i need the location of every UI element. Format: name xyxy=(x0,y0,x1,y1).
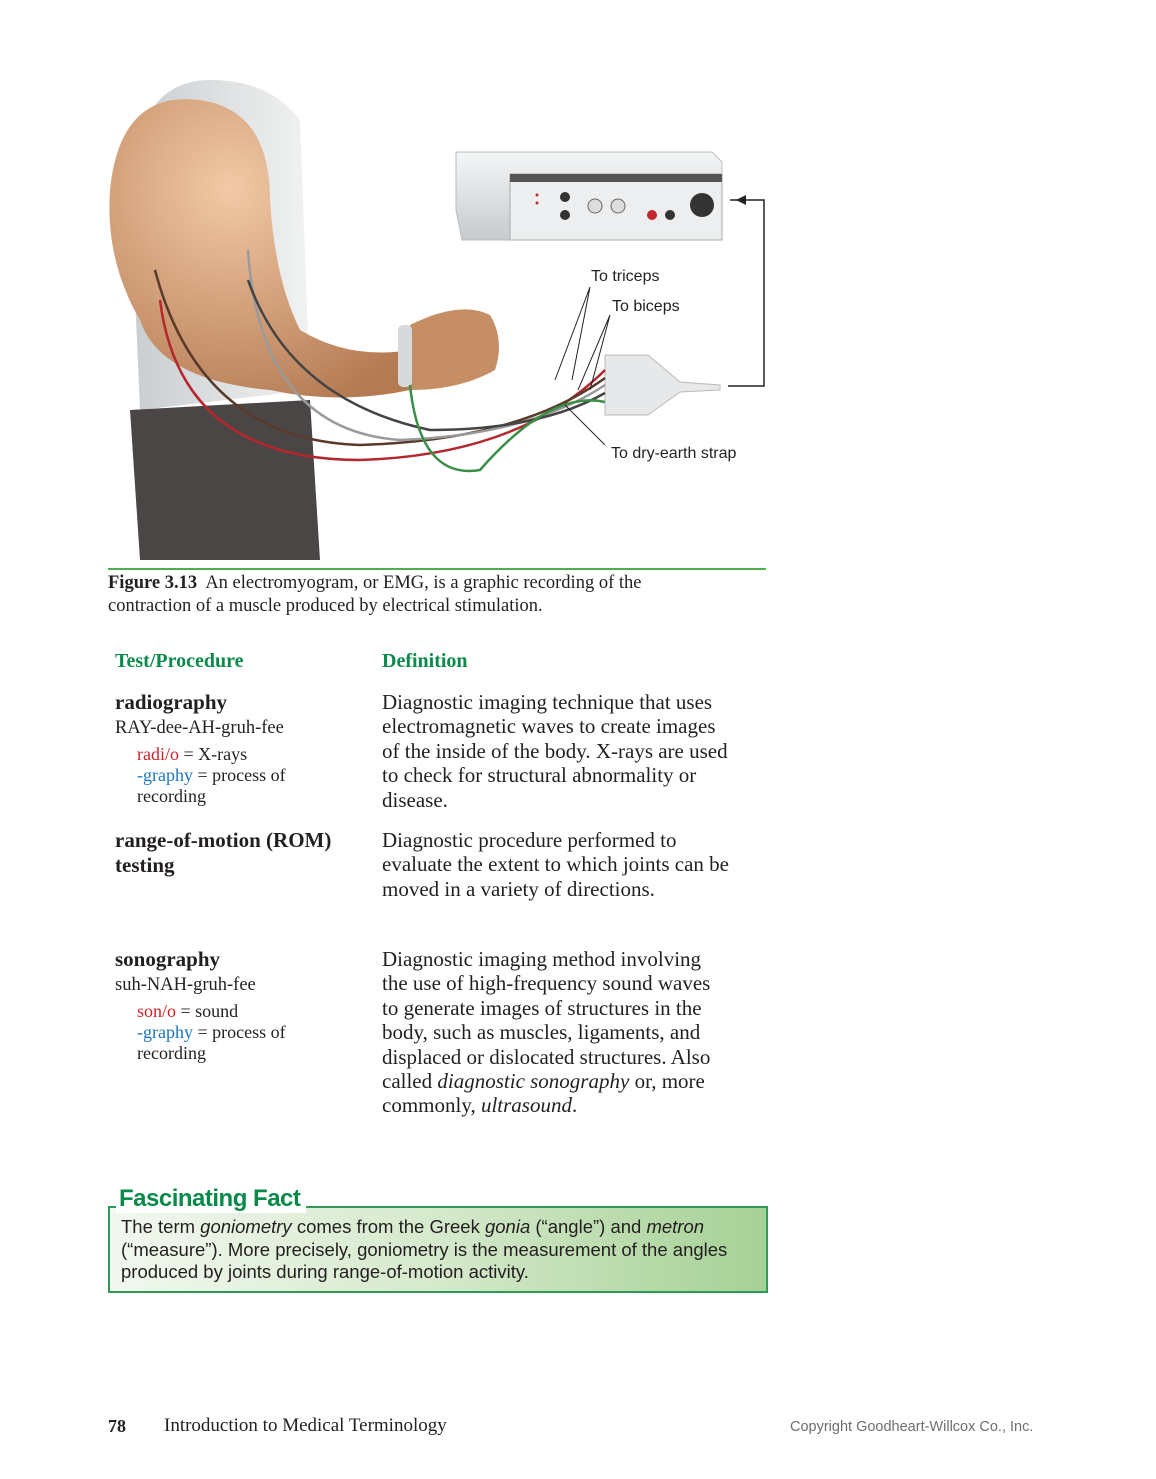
italic-term: diagnostic sonography xyxy=(437,1069,630,1094)
definition-line: the use of high-frequency sound waves xyxy=(382,971,711,996)
italic-term: gonia xyxy=(484,1216,531,1237)
definition-line: Diagnostic imaging method involving xyxy=(382,947,702,971)
text: . xyxy=(571,1093,578,1118)
definition-rom-testing xyxy=(382,828,772,901)
term: range-of-motion (ROM) xyxy=(115,828,332,852)
term: sonography xyxy=(115,947,221,971)
definition-line: body, such as muscles, ligaments, and xyxy=(382,1020,701,1045)
text: (“angle”) and xyxy=(530,1216,647,1237)
caption-line: contraction of a muscle produced by electrical stimulation. xyxy=(108,596,543,616)
procedure-rom-testing xyxy=(115,828,375,878)
definition-line: displaced or dislocated structures. Also xyxy=(382,1044,711,1069)
text: called xyxy=(382,1069,438,1094)
definition-line: Diagnostic procedure performed to xyxy=(382,828,677,852)
copyright: Copyright Goodheart-Willcox Co., Inc. xyxy=(790,1419,1034,1435)
figure-number: Figure 3.13 xyxy=(108,573,198,593)
word-root: son/o xyxy=(137,1001,177,1021)
word-part-meaning: recording xyxy=(137,1043,206,1063)
word-root: radi/o xyxy=(137,744,179,764)
label-to-dry-earth-strap: To dry-earth strap xyxy=(611,445,737,462)
definition-line: disease. xyxy=(382,787,448,812)
procedure-sonography xyxy=(115,947,365,1064)
header-definition: Definition xyxy=(382,650,468,672)
figure-caption xyxy=(108,572,768,618)
text: comes from the Greek xyxy=(291,1216,485,1237)
word-part-meaning: = sound xyxy=(180,1001,239,1021)
definition-sonography xyxy=(382,947,772,1118)
word-part-meaning: recording xyxy=(137,786,206,806)
definition-line: of the inside of the body. X-rays are used xyxy=(382,738,728,763)
label-to-triceps: To triceps xyxy=(591,268,660,285)
definition-line: electromagnetic waves to create images xyxy=(382,714,716,739)
italic-term: goniometry xyxy=(200,1216,292,1237)
definition-line: moved in a variety of directions. xyxy=(382,876,655,901)
definition-line: Diagnostic imaging technique that uses xyxy=(382,690,713,714)
definition-line: to check for structural abnormality or xyxy=(382,763,697,788)
text: The term xyxy=(121,1216,201,1237)
emg-device xyxy=(456,152,722,240)
text: commonly, xyxy=(382,1093,481,1118)
italic-term: metron xyxy=(646,1216,705,1237)
procedure-radiography xyxy=(115,690,365,807)
italic-term: ultrasound xyxy=(480,1093,572,1118)
book-title: Introduction to Medical Terminology xyxy=(164,1415,447,1436)
text: produced by joints during range-of-motion activity. xyxy=(121,1261,529,1282)
word-part-meaning: = X-rays xyxy=(183,744,248,764)
definition-line: evaluate the extent to which joints can be xyxy=(382,852,729,877)
suffix: -graphy xyxy=(137,1022,193,1042)
pronunciation: suh-NAH-gruh-fee xyxy=(115,975,256,995)
caption-line: An electromyogram, or EMG, is a graphic recording of the xyxy=(205,573,642,593)
definition-line xyxy=(382,1093,772,1117)
text: or, more xyxy=(629,1069,705,1094)
caption-rule xyxy=(108,568,766,570)
fascinating-fact-title: Fascinating Fact xyxy=(116,1185,306,1213)
term: radiography xyxy=(115,690,228,714)
suffix: -graphy xyxy=(137,765,193,785)
word-part-meaning: = process of xyxy=(197,1022,286,1042)
pronunciation: RAY-dee-AH-gruh-fee xyxy=(115,718,284,738)
definition-radiography xyxy=(382,690,772,812)
label-to-biceps: To biceps xyxy=(612,298,680,315)
definition-line: to generate images of structures in the xyxy=(382,995,702,1020)
fascinating-fact-text xyxy=(121,1216,727,1284)
word-part-meaning: = process of xyxy=(197,765,286,785)
header-test-procedure: Test/Procedure xyxy=(115,650,244,672)
definition-line xyxy=(382,1069,772,1093)
page-number: 78 xyxy=(108,1416,126,1436)
text: (“measure”). More precisely, goniometry is the measurement of the angles xyxy=(121,1238,728,1260)
term: testing xyxy=(115,853,175,877)
